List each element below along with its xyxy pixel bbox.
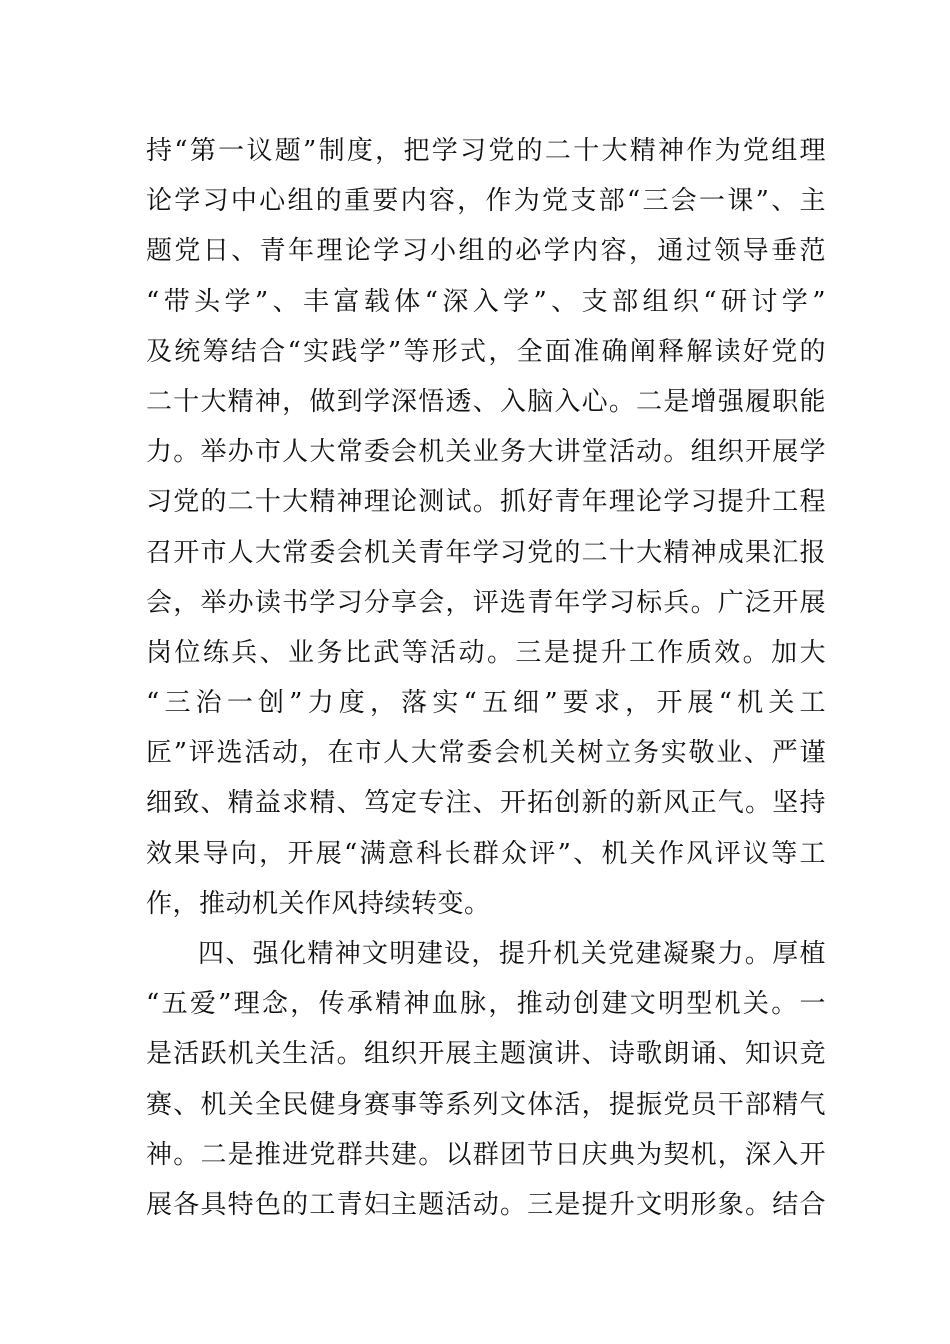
text-line: 效果导向，开展“满意科长群众评”、机关作风评议等工 (146, 838, 826, 869)
text-line: 论学习中心组的重要内容，作为党支部“三会一课”、主 (146, 186, 826, 217)
text-line: 展各具特色的工青妇主题活动。三是提升文明形象。结合 (146, 1189, 826, 1220)
text-line: 二十大精神，做到学深悟透、入脑入心。二是增强履职能 (146, 386, 826, 417)
text-line: 岗位练兵、业务比武等活动。三是提升工作质效。加大 (146, 637, 826, 668)
text-line: 召开市人大常委会机关青年学习党的二十大精神成果汇报 (146, 537, 826, 568)
text-line: “三治一创”力度，落实“五细”要求，开展“机关工 (146, 688, 826, 719)
text-line: 匠”评选活动，在市人大常委会机关树立务实敬业、严谨 (146, 738, 826, 769)
text-line: “五爱”理念，传承精神血脉，推动创建文明型机关。一 (146, 989, 826, 1020)
text-line: 及统筹结合“实践学”等形式，全面准确阐释解读好党的 (146, 336, 826, 367)
text-line: 神。二是推进党群共建。以群团节日庆典为契机，深入开 (146, 1139, 826, 1170)
text-line: 是活跃机关生活。组织开展主题演讲、诗歌朗诵、知识竞 (146, 1039, 826, 1070)
text-line: “带头学”、丰富载体“深入学”、支部组织“研讨学” (146, 286, 826, 317)
text-line: 四、强化精神文明建设，提升机关党建凝聚力。厚植 (198, 939, 826, 969)
text-line: 题党日、青年理论学习小组的必学内容，通过领导垂范 (146, 236, 826, 267)
text-line: 作，推动机关作风持续转变。 (146, 888, 491, 919)
text-line: 赛、机关全民健身赛事等系列文体活，提振党员干部精气 (146, 1089, 826, 1120)
text-line: 细致、精益求精、笃定专注、开拓创新的新风正气。坚持 (146, 788, 826, 819)
text-line: 习党的二十大精神理论测试。抓好青年理论学习提升工程 (146, 487, 826, 518)
text-line: 力。举办市人大常委会机关业务大讲堂活动。组织开展学 (146, 437, 826, 468)
text-line: 持“第一议题”制度，把学习党的二十大精神作为党组理 (146, 136, 826, 166)
body-text (146, 126, 826, 1230)
text-line: 会，举办读书学习分享会，评选青年学习标兵。广泛开展 (146, 587, 826, 618)
